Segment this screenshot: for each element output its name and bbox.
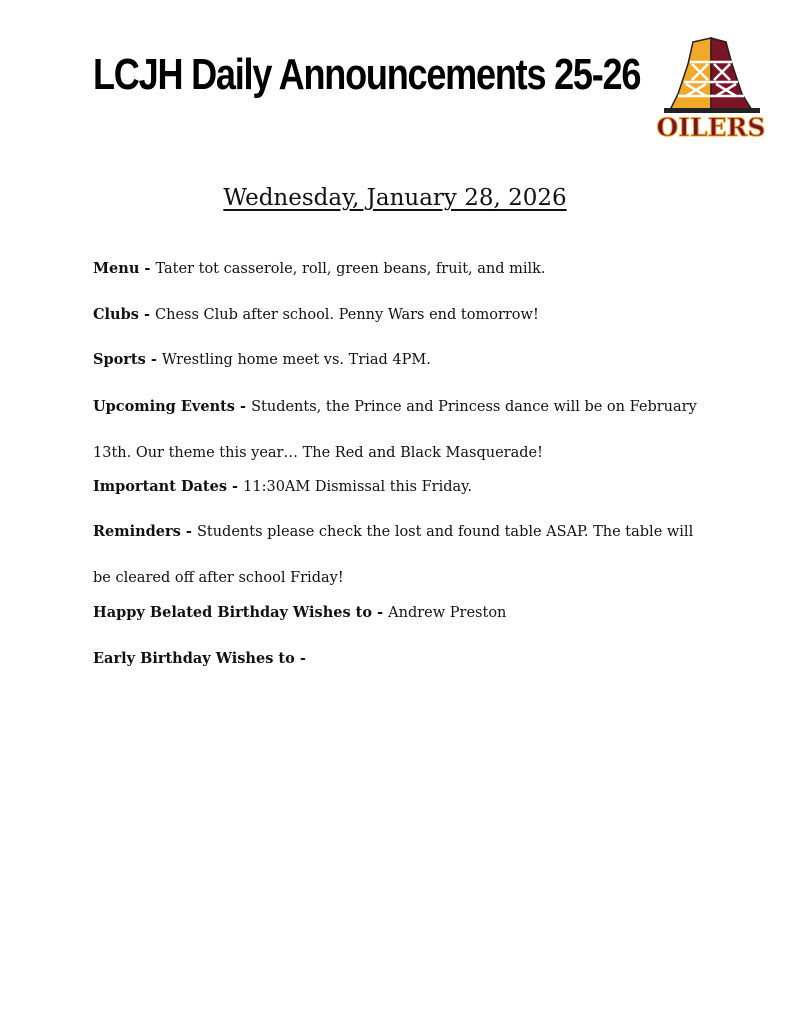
page-title: LCJH Daily Announcements 25-26 (93, 50, 641, 99)
early-birthday-item: Early Birthday Wishes to - (93, 650, 306, 667)
svg-text:OILERS: OILERS (656, 113, 766, 142)
clubs-item: Clubs - Chess Club after school. Penny Wars end tomorrow! (93, 306, 539, 323)
date-heading: Wednesday, January 28, 2026 (223, 185, 567, 211)
belated-birthday-item: Happy Belated Birthday Wishes to - Andrew Preston (93, 604, 507, 621)
upcoming-events-item: Upcoming Events - Students, the Prince and Princess dance will be on February 13th. Our theme this year… The Red and Black Masquerade! (93, 398, 697, 461)
important-dates-item: Important Dates - 11:30AM Dismissal this Friday. (93, 478, 473, 495)
sports-item: Sports - Wrestling home meet vs. Triad 4PM. (93, 351, 431, 368)
reminders-item: Reminders - Students please check the lost and found table ASAP. The table will be cleared off after school Friday! (93, 523, 694, 586)
menu-item: Menu - Tater tot casserole, roll, green beans, fruit, and milk. (93, 260, 546, 277)
oilers-logo (648, 34, 774, 142)
